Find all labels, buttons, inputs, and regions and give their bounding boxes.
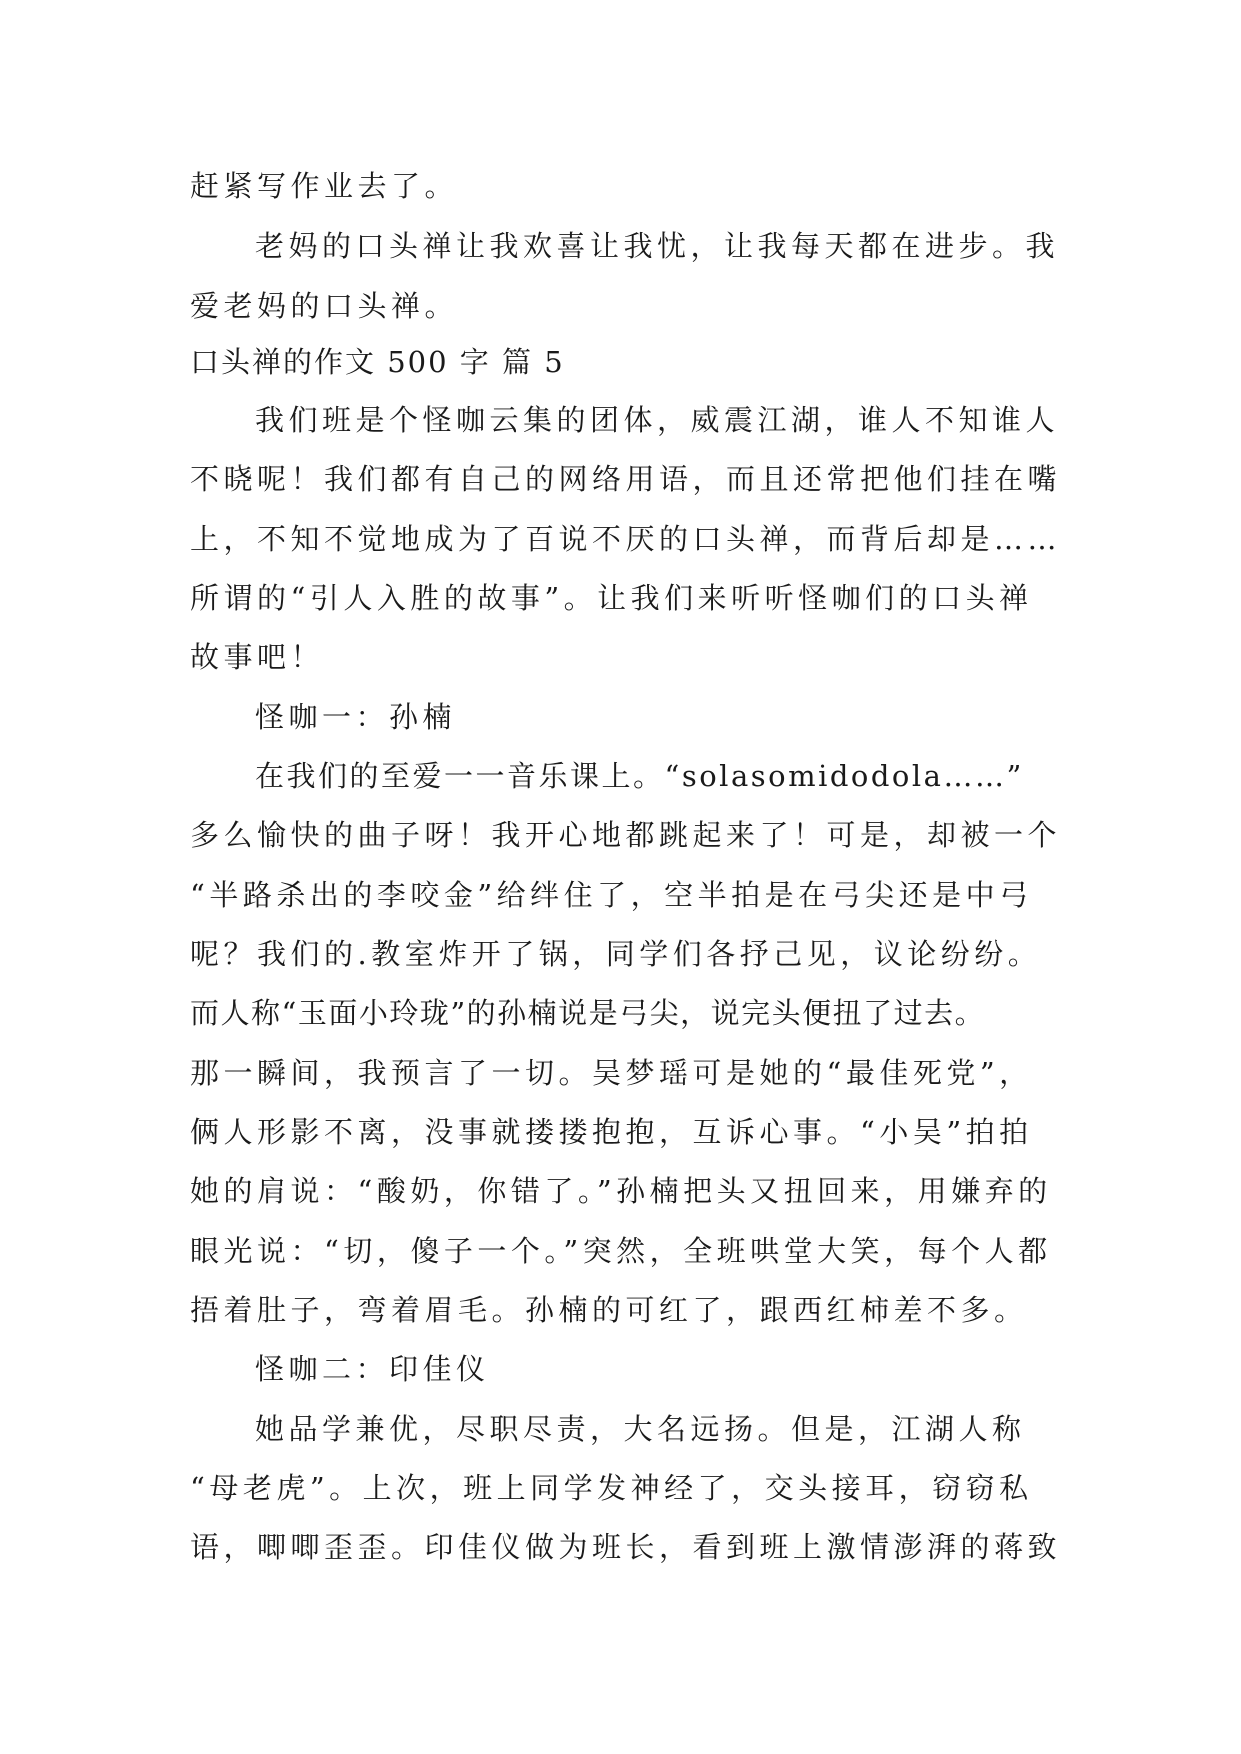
text-line: 爱老妈的口头禅。 — [190, 289, 459, 323]
text-line: 不晓呢！我们都有自己的网络用语，而且还常把他们挂在嘴 — [190, 462, 1062, 496]
text-line: 语，唧唧歪歪。印佳仪做为班长，看到班上激情澎湃的蒋致 — [190, 1530, 1062, 1564]
text-line: “半路杀出的李咬金”给绊住了，空半拍是在弓尖还是中弓 — [190, 878, 1033, 912]
text-line: 在我们的至爱一一音乐课上。“solasomidodola……” — [255, 759, 1024, 793]
text-line: 呢？我们的.教室炸开了锅，同学们各抒己见，议论纷纷。 — [190, 937, 1042, 971]
text-line: 她品学兼优，尽职尽责，大名远扬。但是，江湖人称 — [255, 1412, 1026, 1446]
text-line: 她的肩说：“酸奶，你错了。”孙楠把头又扭回来，用嫌弃的 — [190, 1174, 1052, 1208]
text-line: 那一瞬间，我预言了一切。吴梦瑶可是她的“最佳死党”， — [190, 1056, 1033, 1090]
text-line: 故事吧！ — [190, 640, 325, 674]
text-line: 多么愉快的曲子呀！我开心地都跳起来了！可是，却被一个 — [190, 818, 1062, 852]
text-line: 所谓的“引人入胜的故事”。让我们来听听怪咖们的口头禅 — [190, 581, 1033, 615]
subheading: 怪咖一：孙楠 — [255, 700, 457, 734]
text-line: 我们班是个怪咖云集的团体，威震江湖，谁人不知谁人 — [255, 403, 1060, 437]
text-line: 捂着肚子，弯着眉毛。孙楠的可红了，跟西红柿差不多。 — [190, 1293, 1028, 1327]
section-heading: 口头禅的作文 500 字 篇 5 — [190, 345, 565, 379]
subheading: 怪咖二：印佳仪 — [255, 1352, 490, 1386]
text-line: 赶紧写作业去了。 — [190, 169, 459, 203]
text-line: “母老虎”。上次，班上同学发神经了，交头接耳，窃窃私 — [190, 1471, 1033, 1505]
text-line: 俩人形影不离，没事就搂搂抱抱，互诉心事。“小吴”拍拍 — [190, 1115, 1033, 1149]
text-line: 上，不知不觉地成为了百说不厌的口头禅，而背后却是…… — [190, 522, 1062, 556]
text-line: 眼光说：“切，傻子一个。”突然，全班哄堂大笑，每个人都 — [190, 1234, 1052, 1268]
text-line: 而人称“玉面小玲珑”的孙楠说是弓尖，说完头便扭了过去。 — [190, 996, 986, 1030]
text-line: 老妈的口头禅让我欢喜让我忧，让我每天都在进步。我 — [255, 229, 1060, 263]
